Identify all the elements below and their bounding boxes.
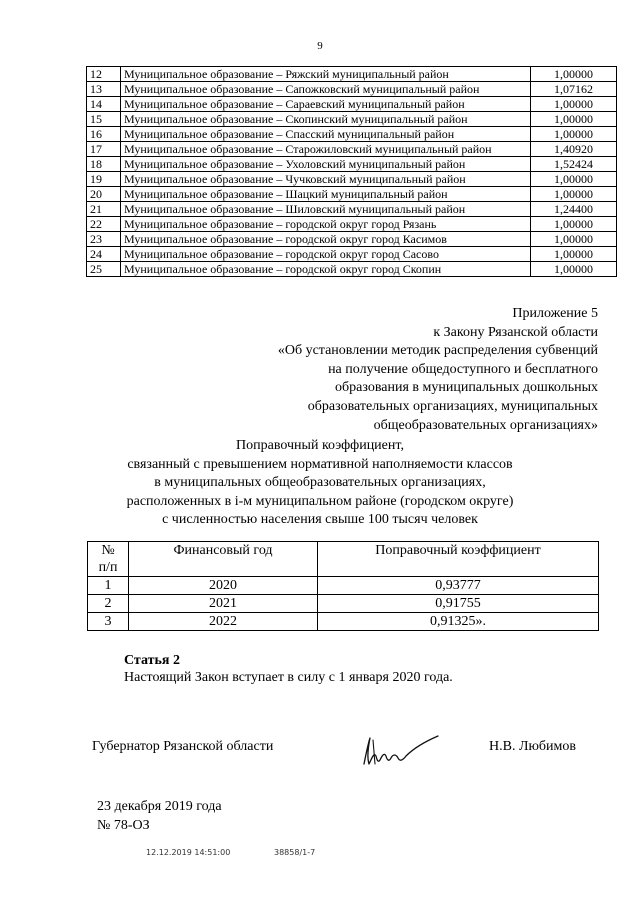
cell-value: 1,52424 — [531, 157, 617, 172]
appendix-line: образования в муниципальных дошкольных — [335, 380, 598, 396]
appendix-line: на получение общедоступного и бесплатного — [328, 361, 598, 377]
cell-value: 1,00000 — [531, 112, 617, 127]
table-row — [87, 157, 617, 172]
header-num-line1: № — [101, 543, 115, 558]
cell-value: 1,00000 — [531, 232, 617, 247]
cell-name: Муниципальное образование – Старожиловский муниципальный район — [121, 142, 531, 157]
appendix-line: образовательных организациях, муниципальных — [307, 398, 598, 414]
footer-code: 38858/1-7 — [274, 848, 316, 857]
cell-num: 3 — [88, 613, 129, 631]
table-row — [88, 595, 599, 613]
coefficient-heading — [0, 437, 640, 530]
cell-year: 2022 — [129, 613, 318, 631]
table-row — [87, 232, 617, 247]
table-row — [87, 247, 617, 262]
cell-value: 1,07162 — [531, 82, 617, 97]
governor-title: Губернатор Рязанской области — [92, 739, 274, 754]
year-coefficient-table — [87, 541, 599, 631]
cell-num: 15 — [87, 112, 121, 127]
cell-name: Муниципальное образование – городской округ город Касимов — [121, 232, 531, 247]
table-row — [87, 82, 617, 97]
cell-name: Муниципальное образование – Чучковский муниципальный район — [121, 172, 531, 187]
cell-num: 22 — [87, 217, 121, 232]
table-row — [87, 217, 617, 232]
cell-name: Муниципальное образование – Сапожковский муниципальный район — [121, 82, 531, 97]
appendix-line: Приложение 5 — [512, 306, 598, 321]
year-table-header-row — [88, 542, 599, 577]
table-row — [87, 172, 617, 187]
heading-line: связанный с превышением нормативной наполняемости классов — [127, 456, 513, 472]
cell-coef: 0,91755 — [318, 595, 599, 613]
municipal-coefficient-table — [86, 66, 617, 277]
cell-name: Муниципальное образование – Скопинский муниципальный район — [121, 112, 531, 127]
cell-num: 19 — [87, 172, 121, 187]
cell-num: 16 — [87, 127, 121, 142]
cell-num: 12 — [87, 67, 121, 82]
appendix-line: общеобразовательных организациях» — [373, 417, 598, 433]
table-row — [87, 187, 617, 202]
table-row — [87, 112, 617, 127]
appendix-block — [278, 305, 598, 435]
cell-name: Муниципальное образование – Шиловский муниципальный район — [121, 202, 531, 217]
article-title: Статья 2 — [124, 653, 180, 668]
footer-timestamp: 12.12.2019 14:51:00 — [146, 848, 231, 857]
cell-name: Муниципальное образование – Ряжский муниципальный район — [121, 67, 531, 82]
cell-value: 1,00000 — [531, 247, 617, 262]
cell-name: Муниципальное образование – городской округ город Рязань — [121, 217, 531, 232]
cell-name: Муниципальное образование – Сараевский муниципальный район — [121, 97, 531, 112]
cell-coef: 0,91325». — [318, 613, 599, 631]
cell-num: 17 — [87, 142, 121, 157]
table-row — [87, 262, 617, 277]
cell-value: 1,00000 — [531, 97, 617, 112]
table-row — [87, 202, 617, 217]
header-coefficient: Поправочный коэффициент — [318, 542, 599, 577]
page-number: 9 — [317, 40, 323, 52]
table-row — [87, 142, 617, 157]
cell-value: 1,24400 — [531, 202, 617, 217]
cell-name: Муниципальное образование – Спасский муниципальный район — [121, 127, 531, 142]
cell-num: 21 — [87, 202, 121, 217]
heading-line: расположенных в i-м муниципальном районе (городском округе) — [126, 493, 514, 509]
article-text: Настоящий Закон вступает в силу с 1 января 2020 года. — [124, 670, 453, 685]
cell-num: 1 — [88, 577, 129, 595]
header-num-line2: п/п — [98, 560, 118, 575]
cell-value: 1,40920 — [531, 142, 617, 157]
governor-name: Н.В. Любимов — [489, 739, 576, 754]
cell-year: 2020 — [129, 577, 318, 595]
table-row — [88, 613, 599, 631]
cell-num: 25 — [87, 262, 121, 277]
table-row — [88, 577, 599, 595]
table-row — [87, 67, 617, 82]
signing-date: 23 декабря 2019 года — [97, 799, 222, 814]
cell-num: 24 — [87, 247, 121, 262]
cell-coef: 0,93777 — [318, 577, 599, 595]
municipal-table-body — [87, 67, 617, 277]
cell-num: 14 — [87, 97, 121, 112]
cell-num: 20 — [87, 187, 121, 202]
heading-line: с численностью населения свыше 100 тысяч человек — [162, 512, 478, 528]
cell-num: 2 — [88, 595, 129, 613]
cell-name: Муниципальное образование – Шацкий муниципальный район — [121, 187, 531, 202]
cell-name: Муниципальное образование – городской округ город Сасово — [121, 247, 531, 262]
cell-name: Муниципальное образование – городской округ город Скопин — [121, 262, 531, 277]
cell-value: 1,00000 — [531, 187, 617, 202]
cell-name: Муниципальное образование – Ухоловский муниципальный район — [121, 157, 531, 172]
cell-value: 1,00000 — [531, 172, 617, 187]
cell-num: 23 — [87, 232, 121, 247]
law-number: № 78-ОЗ — [97, 818, 150, 833]
cell-value: 1,00000 — [531, 217, 617, 232]
table-row — [87, 97, 617, 112]
cell-year: 2021 — [129, 595, 318, 613]
cell-num: 18 — [87, 157, 121, 172]
header-year: Финансовый год — [129, 542, 318, 577]
header-num — [88, 542, 129, 577]
table-row — [87, 127, 617, 142]
handwritten-signature — [358, 730, 442, 770]
appendix-line: «Об установлении методик распределения субвенций — [277, 343, 598, 359]
cell-value: 1,00000 — [531, 262, 617, 277]
heading-line: Поправочный коэффициент, — [236, 438, 404, 453]
cell-num: 13 — [87, 82, 121, 97]
cell-value: 1,00000 — [531, 127, 617, 142]
appendix-line: к Закону Рязанской области — [433, 324, 598, 340]
heading-line: в муниципальных общеобразовательных организациях, — [154, 475, 486, 491]
cell-value: 1,00000 — [531, 67, 617, 82]
